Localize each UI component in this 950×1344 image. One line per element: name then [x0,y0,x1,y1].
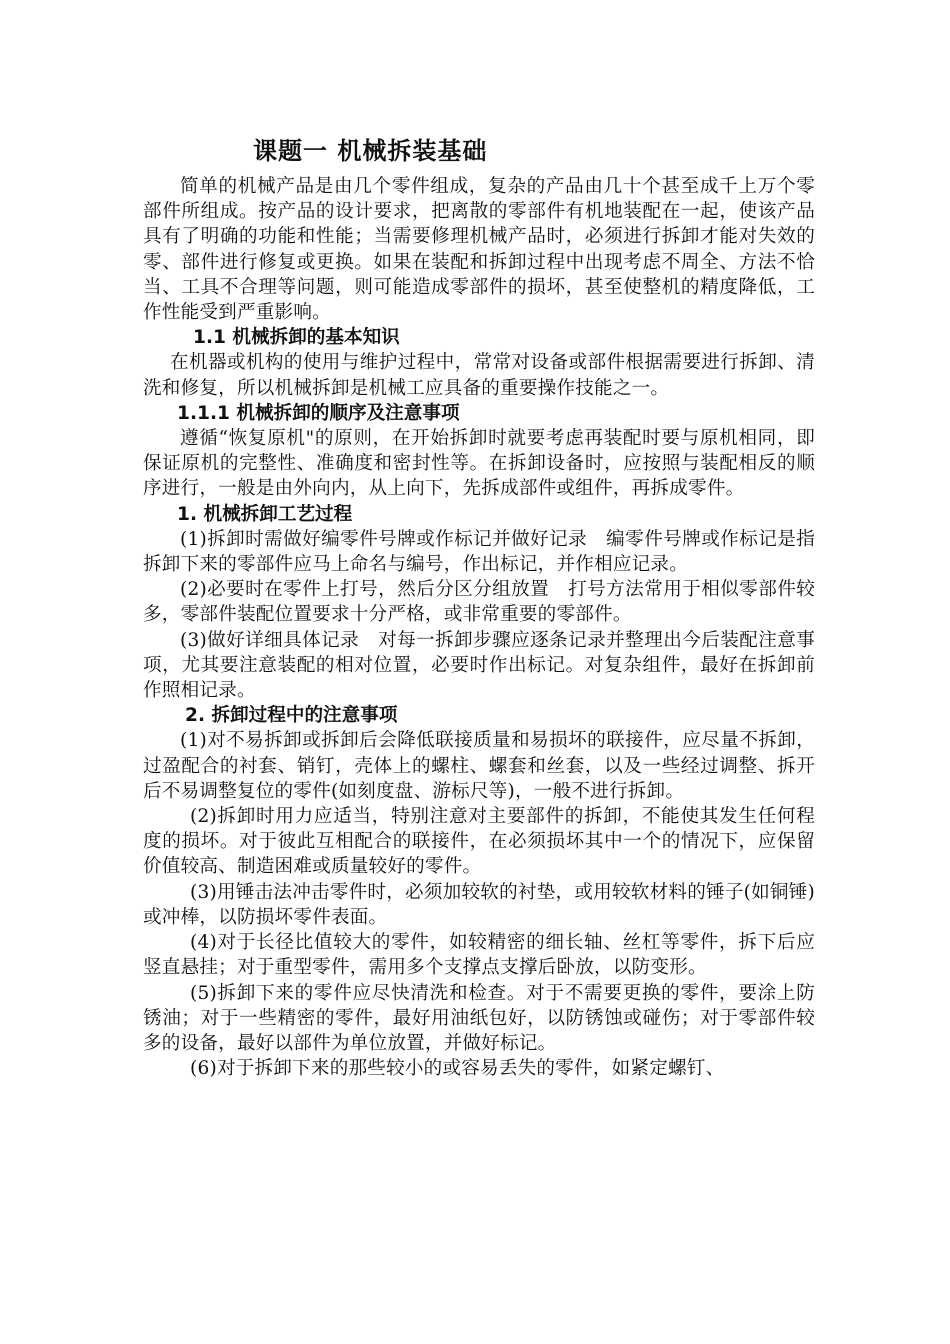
document-title: 课题一 机械拆装基础 [253,137,488,165]
process-heading: 1. 机械拆卸工艺过程 [177,503,353,525]
process-item: (3)做好详细具体记录 对每一拆卸步骤应逐条记录并整理出今后装配注意事项，尤其要注意装配的相对位置，必要时作出标记。对复杂组件，最好在拆卸前作照相记录。 [143,629,815,702]
caution-item: (1)对不易拆卸或拆卸后会降低联接质量和易损坏的联接件，应尽量不拆卸，过盈配合的衬套、销钉，壳体上的螺柱、螺套和丝套，以及一些经过调整、拆开后不易调整复位的零件(如刻度盘、游标尺等)，一般不进行拆卸。 [143,730,815,802]
section-heading-1-1: 1.1 机械拆卸的基本知识 [193,327,400,349]
intro-paragraph: 简单的机械产品是由几个零件组成，复杂的产品由几十个甚至成千上万个零部件所组成。按产品的设计要求，把离散的零部件有机地装配在一起，使该产品具有了明确的功能和性能；当需要修理机械产品时，必须进行拆卸才能对失效的零、部件进行修复或更换。如果在装配和拆卸过程中出现考虑不周全、方法不恰当、工具不合理等问题，则可能造成零部件的损坏，甚至使整机的精度降低，工作性能受到严重影响。 [143,176,815,324]
caution-item: (3)用锤击法冲击零件时，必须加较软的衬垫，或用较软材料的锤子(如铜锤)或冲棒，以防损坏零件表面。 [143,881,815,928]
section-1-1-paragraph: 在机器或机构的使用与维护过程中，常常对设备或部件根据需要进行拆卸、清洗和修复，所以机械拆卸是机械工应具备的重要操作技能之一。 [143,352,815,399]
caution-item: (2)拆卸时用力应适当，特别注意对主要部件的拆卸，不能使其发生任何程度的损坏。对于彼此互相配合的联接件，在必须损坏其中一个的情况下，应保留价值较高、制造困难或质量较好的零件。 [143,806,815,878]
cautions-heading: 2. 拆卸过程中的注意事项 [185,705,398,727]
caution-item: (5)拆卸下来的零件应尽快清洗和检查。对于不需要更换的零件，要涂上防锈油；对于一些精密的零件，最好用油纸包好，以防锈蚀或碰伤；对于零部件较多的设备，最好以部件为单位放置，并做好标记。 [143,982,815,1054]
caution-item: (4)对于长径比值较大的零件，如较精密的细长轴、丝杠等零件，拆下后应竖直悬挂；对于重型零件，需用多个支撑点支撑后卧放，以防变形。 [143,932,815,979]
section-heading-1-1-1: 1.1.1 机械拆卸的顺序及注意事项 [177,402,460,424]
caution-item: (6)对于拆卸下来的那些较小的或容易丢失的零件，如紧定螺钉、 [190,1058,725,1080]
process-item: (1)拆卸时需做好编零件号牌或作标记并做好记录 编零件号牌或作标记是指拆卸下来的零部件应马上命名与编号，作出标记，并作相应记录。 [143,528,815,576]
section-1-1-1-paragraph: 遵循“恢复原机"的原则，在开始拆卸时就要考虑再装配时要与原机相同，即保证原机的完整性、准确度和密封性等。在拆卸设备时，应按照与装配相反的顺序进行，一般是由外向内，从上向下，先拆成部件或组件，再拆成零件。 [143,428,815,500]
document-page [143,131,815,1081]
process-item: (2)必要时在零件上打号，然后分区分组放置 打号方法常用于相似零部件较多，零部件装配位置要求十分严格，或非常重要的零部件。 [143,579,815,626]
